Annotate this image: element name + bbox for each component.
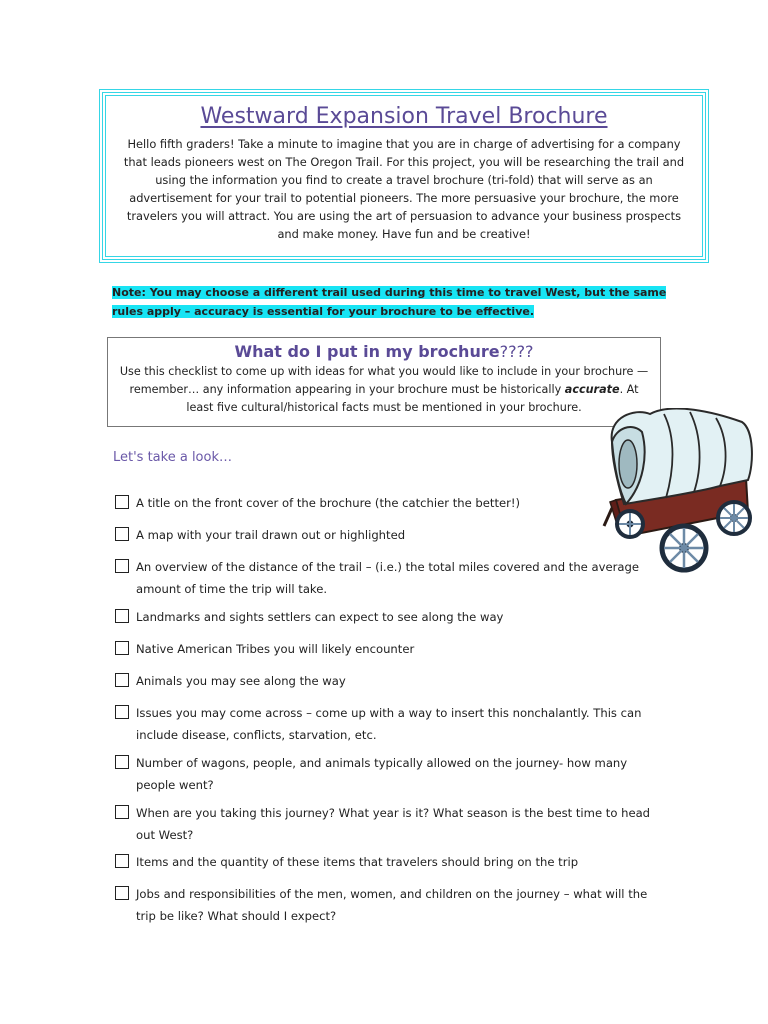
checklist-desc-end: . At least five cultural/historical facts must be mentioned in your brochure. (186, 383, 639, 414)
checklist-item-text: Native American Tribes you will likely encounter (136, 642, 415, 656)
checkbox[interactable] (115, 886, 129, 900)
note-highlight (112, 283, 682, 321)
document-title: Westward Expansion Travel Brochure (200, 104, 608, 129)
checklist-item (114, 851, 654, 873)
checklist-item (114, 883, 654, 927)
checklist-heading (116, 342, 652, 361)
checklist-box (107, 337, 661, 427)
checkbox[interactable] (115, 559, 129, 573)
checkbox[interactable] (115, 854, 129, 868)
checkbox[interactable] (115, 805, 129, 819)
checklist-heading-text: What do I put in my brochure (234, 342, 500, 361)
checklist-desc-start: Use this checklist to come up with ideas for what you would like to include in your brochure —remember… any information appearing in your brochure must be historically (119, 365, 649, 396)
checklist-desc-emphasis: accurate (564, 383, 620, 396)
covered-wagon-illustration (602, 408, 754, 580)
intro-paragraph: Hello fifth graders! Take a minute to imagine that you are in charge of advertising for a company that leads pioneers west on The Oregon Trail. For this project, you will be researching the trail and using the information you find to create a travel brochure (tri-fold) that will serve as an advertisement for your trail to potential pioneers. The more persuasive your brochure, the more travelers you will attract. You are using the art of persuasion to advance your business prospects and make money. Have fun and be creative! (123, 137, 685, 241)
lets-look-heading: Let's take a look… (113, 450, 232, 465)
checkbox[interactable] (115, 673, 129, 687)
checklist-item-text: A title on the front cover of the brochure (the catchier the better!) (136, 496, 521, 510)
note-text: Note: You may choose a different trail used during this time to travel West, but the same rules apply – accuracy is essential for your brochure to be effective. (112, 286, 667, 318)
checklist-item-text: Animals you may see along the way (136, 674, 346, 688)
checklist-item-text: Issues you may come across – come up with a way to insert this nonchalantly. This can include disease, conflicts, starvation, etc. (136, 706, 642, 742)
checklist-item-text: A map with your trail drawn out or highlighted (136, 528, 406, 542)
checklist-item-text: Jobs and responsibilities of the men, women, and children on the journey – what will the trip be like? What should I expect? (136, 887, 648, 923)
checklist-item (114, 556, 644, 600)
checklist-item-text: When are you taking this journey? What year is it? What season is the best time to head out West? (136, 806, 651, 842)
checklist-item (114, 638, 654, 660)
checklist-item (114, 606, 654, 628)
checklist-description (116, 363, 652, 417)
checkbox[interactable] (115, 755, 129, 769)
checklist-item-text: Items and the quantity of these items that travelers should bring on the trip (136, 855, 579, 869)
checkbox[interactable] (115, 495, 129, 509)
checkbox[interactable] (115, 609, 129, 623)
checklist-item (114, 524, 654, 546)
title-box (102, 92, 706, 260)
checklist-item (114, 492, 654, 514)
checklist-item (114, 702, 654, 746)
checklist-item-text: An overview of the distance of the trail – (i.e.) the total miles covered and the average amount of time the trip will take. (136, 560, 639, 596)
checklist-item-text: Number of wagons, people, and animals typically allowed on the journey- how many people went? (136, 756, 628, 792)
checklist-item (114, 802, 654, 846)
checkbox[interactable] (115, 641, 129, 655)
checkbox[interactable] (115, 527, 129, 541)
checklist-item (114, 752, 654, 796)
checklist-item (114, 670, 654, 692)
checklist-heading-marks: ???? (499, 342, 534, 361)
checklist-item-text: Landmarks and sights settlers can expect to see along the way (136, 610, 504, 624)
checkbox[interactable] (115, 705, 129, 719)
